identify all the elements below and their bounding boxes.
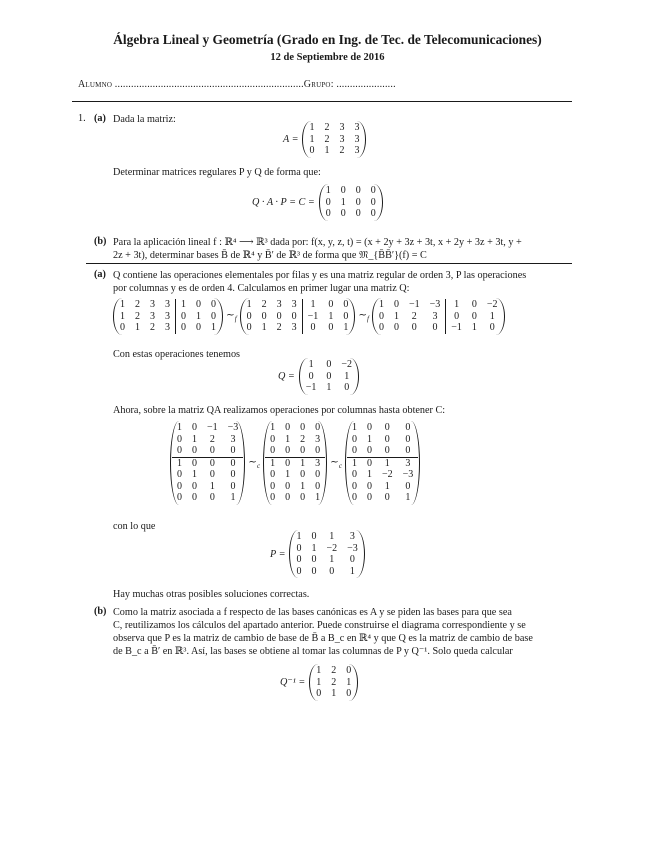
matrix-cell: 1 <box>349 565 355 577</box>
matrix-C <box>321 185 381 220</box>
matrix-cell: 0 <box>329 565 335 577</box>
matrix-cell: −1 <box>305 382 317 393</box>
part-b-label: (b) <box>94 236 107 247</box>
sol-a-line1: Q contiene las operaciones elementales por filas y es una matriz regular de orden 3, P las operaciones <box>113 270 527 281</box>
matrix-cell: 0 <box>209 469 215 480</box>
matrix-cell: 0 <box>177 433 182 445</box>
sol-b-line3: observa que P es la matriz de cambio de base de B̄ a B_c en ℝ⁴ y que Q es la matriz de cambio de base <box>113 633 533 644</box>
matrix-cell: 0 <box>311 565 317 577</box>
matrix-C-block <box>252 184 383 221</box>
matrix-cell: 0 <box>120 322 125 333</box>
group-dots: ...................... <box>336 79 396 90</box>
matrix-cell: 0 <box>311 531 317 542</box>
matrix-cell: 2 <box>300 433 306 445</box>
matrix-cell: 1 <box>211 322 216 333</box>
matrix-cell: 0 <box>176 322 192 334</box>
matrix-cell: 0 <box>366 492 372 503</box>
matrix-cell: 0 <box>261 310 267 322</box>
matrix-cell: 1 <box>176 299 192 311</box>
matrix-cell: 2 <box>135 310 140 322</box>
matrix-cell: 1 <box>325 185 331 196</box>
matrix-Q <box>301 359 357 394</box>
matrix-cell: 1 <box>344 370 350 382</box>
matrix-cell: 1 <box>316 665 322 676</box>
matrix-cell: 2 <box>261 299 267 310</box>
matrix-cell: 0 <box>315 469 321 480</box>
matrix-cell: 0 <box>315 422 321 433</box>
matrix-cell: 0 <box>285 422 291 433</box>
matrix-cell: 0 <box>432 322 438 333</box>
matrix-cell: 2 <box>331 676 337 688</box>
matrix-cell: 1 <box>172 457 187 469</box>
matrix-cell: 1 <box>346 676 352 688</box>
matrix-C-name: Q · A · P = C = <box>252 196 315 208</box>
matrix-cell: 1 <box>309 122 315 133</box>
matrix-cell: 3 <box>291 322 297 333</box>
matrix-cell: 0 <box>246 322 252 333</box>
matrix-cell: 1 <box>196 310 201 322</box>
matrix-cell: 0 <box>285 480 291 492</box>
matrix-cell: 2 <box>209 433 215 445</box>
matrix-cell: 1 <box>405 492 411 503</box>
matrix-cell: 3 <box>165 322 170 333</box>
matrix-cell: 1 <box>331 688 337 699</box>
matrix-cell: 0 <box>270 480 276 492</box>
matrix-cell: 3 <box>354 145 360 156</box>
sol-b-line4: de B_c a B̄′ en ℝ³. Así, las bases se obtiene al tomar las columnas de P y Q⁻¹. Solo queda calcular <box>113 646 513 657</box>
matrix-P-block <box>270 530 365 578</box>
matrix-cell: −1 <box>408 299 420 310</box>
matrix-cell: 1 <box>230 492 236 503</box>
matrix-cell: 3 <box>349 531 355 542</box>
equivalence-sign: ∼ <box>330 456 339 468</box>
matrix-cell: 1 <box>328 310 334 322</box>
matrix-cell: −2 <box>341 359 353 370</box>
matrix-Qinv-name: Q⁻¹ = <box>280 676 306 688</box>
matrix-cell: 2 <box>276 322 282 333</box>
matrix-cell: 0 <box>471 299 477 310</box>
row-operations <box>113 298 505 335</box>
matrix-cell: 1 <box>300 480 306 492</box>
equivalence-sign: ∼ <box>248 456 257 468</box>
matrix-cell: 0 <box>177 492 182 503</box>
matrix-cell: 1 <box>308 359 314 370</box>
header-rule <box>72 101 572 102</box>
matrix-cell: 1 <box>120 310 125 322</box>
augmented-matrix <box>113 298 223 335</box>
matrix-cell: 3 <box>165 299 170 310</box>
matrix-cell: 0 <box>340 208 346 219</box>
matrix-cell: 0 <box>187 457 202 469</box>
matrix-cell: 3 <box>398 457 419 469</box>
matrix-cell: 0 <box>291 310 297 322</box>
matrix-cell: 1 <box>366 469 372 480</box>
matrix-cell: 1 <box>343 322 349 333</box>
group-label: Grupo: <box>303 79 334 90</box>
matrix-cell: 2 <box>339 145 345 156</box>
matrix-cell: 1 <box>324 145 330 156</box>
matrix-cell: 2 <box>324 133 330 145</box>
matrix-cell: 0 <box>300 445 306 456</box>
matrix-cell: −2 <box>486 299 498 310</box>
matrix-cell: 0 <box>325 208 331 219</box>
matrix-cell: 0 <box>346 688 352 699</box>
equivalence-subscript: c <box>338 461 342 470</box>
augmented-matrix <box>240 298 356 335</box>
matrix-cell: 0 <box>211 310 216 322</box>
matrix-cell: 1 <box>471 322 477 333</box>
matrix-cell: 0 <box>316 688 322 699</box>
matrix-cell: 2 <box>411 310 417 322</box>
matrix-cell: 0 <box>196 299 201 310</box>
matrix-cell: 1 <box>209 480 215 492</box>
matrix-cell: 0 <box>223 457 244 469</box>
matrix-cell: 0 <box>346 665 352 676</box>
equivalence-subscript: c <box>257 461 261 470</box>
matrix-cell: 1 <box>285 469 291 480</box>
matrix-cell: 0 <box>393 322 399 333</box>
matrix-cell: 1 <box>135 322 140 333</box>
matrix-cell: 0 <box>366 422 372 433</box>
augmented-matrix <box>372 298 505 335</box>
matrix-cell: 0 <box>176 311 192 323</box>
matrix-Qinv <box>311 665 356 700</box>
matrix-cell: 0 <box>230 480 236 492</box>
matrix-cell: 0 <box>344 382 350 393</box>
matrix-cell: 0 <box>300 469 306 480</box>
sol-b-line1: Como la matriz asociada a f respecto de las bases canónicas es A y se piden las bases para que sea <box>113 607 512 618</box>
matrix-cell: 3 <box>276 299 282 310</box>
matrix-cell: 0 <box>315 445 321 456</box>
matrix-cell: 0 <box>366 445 372 456</box>
matrix-cell: 0 <box>192 445 197 456</box>
matrix-cell: 0 <box>311 554 317 565</box>
matrix-cell: 1 <box>329 531 335 542</box>
matrix-cell: 0 <box>326 359 332 370</box>
matrix-cell: −1 <box>302 311 323 323</box>
matrix-cell: 0 <box>378 310 384 322</box>
matrix-cell: 0 <box>355 196 361 208</box>
matrix-cell: 0 <box>340 185 346 196</box>
matrix-cell: 0 <box>309 145 315 156</box>
matrix-cell: 3 <box>150 310 155 322</box>
matrix-cell: 1 <box>377 457 398 469</box>
matrix-cell: 3 <box>165 310 170 322</box>
matrix-cell: 0 <box>270 492 276 503</box>
matrix-cell: 0 <box>209 492 215 503</box>
matrix-cell: 0 <box>405 480 411 492</box>
matrix-cell: 1 <box>270 422 276 433</box>
matrix-cell: 0 <box>230 445 236 456</box>
matrix-cell: −1 <box>207 422 218 433</box>
matrix-cell: 1 <box>489 310 495 322</box>
stacked-matrix <box>170 421 245 505</box>
matrix-cell: 0 <box>405 433 411 445</box>
matrix-cell: 1 <box>384 480 390 492</box>
matrix-cell: 0 <box>315 480 321 492</box>
matrix-cell: 0 <box>296 565 302 577</box>
part-a-task: Determinar matrices regulares P y Q de forma que: <box>113 167 321 178</box>
sol-a-line2: por columnas y es de orden 4. Calculamos en primer lugar una matriz Q: <box>113 283 410 294</box>
matrix-cell: 0 <box>370 196 376 208</box>
sol-a-label: (a) <box>94 269 106 280</box>
matrix-cell: 0 <box>280 457 295 469</box>
matrix-cell: 0 <box>276 310 282 322</box>
stacked-matrix <box>345 421 420 505</box>
page-title: Álgebra Lineal y Geometría (Grado en Ing. de Tec. de Telecomunicaciones) <box>113 32 542 47</box>
column-operations <box>170 421 420 505</box>
matrix-cell: 1 <box>378 299 384 310</box>
matrix-cell: 1 <box>120 299 125 310</box>
matrix-cell: 0 <box>300 492 306 503</box>
matrix-cell: 0 <box>296 542 302 554</box>
matrix-cell: −1 <box>446 322 467 334</box>
part-a-label: (a) <box>94 113 106 124</box>
with-ops-text: Con estas operaciones tenemos <box>113 349 241 360</box>
matrix-cell: 0 <box>370 208 376 219</box>
matrix-cell: 0 <box>362 457 377 469</box>
matrix-cell: 1 <box>446 299 467 311</box>
equivalence-symbol <box>330 456 342 470</box>
matrix-cell: 1 <box>329 554 335 565</box>
matrix-cell: 2 <box>150 322 155 333</box>
matrix-cell: 0 <box>325 196 331 208</box>
matrix-cell: 0 <box>328 299 334 310</box>
matrix-cell: 0 <box>177 445 182 456</box>
matrix-cell: 0 <box>355 185 361 196</box>
matrix-cell: 0 <box>270 445 276 456</box>
matrix-cell: 1 <box>302 299 323 311</box>
equivalence-sign: ∼ <box>358 310 368 322</box>
matrix-A-block <box>283 121 366 158</box>
matrix-cell: 3 <box>339 133 345 145</box>
matrix-cell: 1 <box>246 299 252 310</box>
matrix-cell: 0 <box>285 445 291 456</box>
matrix-Q-name: Q = <box>278 370 295 382</box>
matrix-cell: 0 <box>370 185 376 196</box>
matrix-cell: 1 <box>285 433 291 445</box>
matrix-cell: 0 <box>384 492 390 503</box>
matrix-cell: 1 <box>192 469 197 480</box>
matrix-cell: 1 <box>177 422 182 433</box>
matrix-cell: 1 <box>295 457 310 469</box>
matrix-cell: 3 <box>310 457 325 469</box>
matrix-cell: 0 <box>405 422 411 433</box>
equivalence-symbol <box>226 309 237 323</box>
matrix-Qinv-block <box>280 664 358 701</box>
matrix-cell: 3 <box>339 122 345 133</box>
matrix-cell: 0 <box>308 370 314 382</box>
matrix-cell: 1 <box>261 322 267 333</box>
matrix-cell: 0 <box>211 299 216 310</box>
matrix-cell: 0 <box>343 310 349 322</box>
matrix-cell: 0 <box>384 445 390 456</box>
matrix-cell: 0 <box>349 554 355 565</box>
matrix-cell: 3 <box>315 433 321 445</box>
matrix-cell: 0 <box>192 422 197 433</box>
matrix-cell: 0 <box>489 322 495 333</box>
matrix-cell: 1 <box>351 422 357 433</box>
matrix-cell: 3 <box>432 310 438 322</box>
matrix-P-name: P = <box>270 548 286 560</box>
matrix-cell: −3 <box>402 469 414 480</box>
equivalence-subscript: f <box>367 315 369 324</box>
matrix-cell: 0 <box>270 433 276 445</box>
matrix-cell: 0 <box>366 480 372 492</box>
matrix-cell: 0 <box>192 492 197 503</box>
matrix-cell: 1 <box>311 542 317 554</box>
matrix-cell: 0 <box>405 445 411 456</box>
matrix-cell: −3 <box>227 422 239 433</box>
matrix-A <box>304 122 364 157</box>
problem-number: 1. <box>78 113 86 124</box>
matrix-cell: 1 <box>326 382 332 393</box>
matrix-cell: 1 <box>347 457 362 469</box>
matrix-cell: 0 <box>177 469 182 480</box>
matrix-cell: 0 <box>328 322 334 333</box>
matrix-cell: 1 <box>265 457 280 469</box>
matrix-cell: 2 <box>135 299 140 310</box>
matrix-cell: 0 <box>446 311 467 323</box>
student-label: Alumno <box>78 79 113 90</box>
matrix-cell: 3 <box>230 433 236 445</box>
matrix-cell: 3 <box>354 133 360 145</box>
matrix-cell: 0 <box>471 310 477 322</box>
matrix-cell: 2 <box>331 665 337 676</box>
matrix-cell: 0 <box>300 422 306 433</box>
matrix-cell: 0 <box>351 469 357 480</box>
matrix-cell: 0 <box>351 433 357 445</box>
equivalence-sign: ∼ <box>226 310 235 322</box>
matrix-A-name: A = <box>283 133 299 145</box>
equivalence-symbol <box>358 309 369 323</box>
exam-date: 12 de Septiembre de 2016 <box>270 52 385 63</box>
matrix-cell: 0 <box>351 445 357 456</box>
sol-b-line2: C, reutilizamos los cálculos del apartado anterior. Puede construirse el diagrama correspondiente y se <box>113 620 526 631</box>
matrix-cell: 0 <box>230 469 236 480</box>
matrix-cell: 1 <box>366 433 372 445</box>
matrix-cell: 2 <box>324 122 330 133</box>
so-that-text: con lo que <box>113 521 156 532</box>
equivalence-subscript: f <box>234 315 237 324</box>
matrix-cell: 0 <box>378 322 384 333</box>
matrix-cell: 1 <box>296 531 302 542</box>
matrix-cell: 0 <box>351 492 357 503</box>
part-b-line2: 2z + 3t), determinar bases B̄ de ℝ⁴ y B̄′ de ℝ³ de forma que 𝔐_{B̄B̄′}(f) = C <box>113 250 427 261</box>
matrix-cell: 0 <box>196 322 201 333</box>
matrix-cell: −3 <box>429 299 441 310</box>
student-line <box>78 79 396 90</box>
matrix-cell: 0 <box>202 457 223 469</box>
matrix-cell: 0 <box>411 322 417 333</box>
matrix-cell: 1 <box>340 196 346 208</box>
matrix-cell: −3 <box>347 542 358 554</box>
matrix-cell: 0 <box>192 480 197 492</box>
solution-rule <box>86 263 572 264</box>
matrix-cell: 1 <box>316 676 322 688</box>
matrix-cell: −2 <box>381 469 393 480</box>
part-b-line1: Para la aplicación lineal f : ℝ⁴ ⟶ ℝ³ dada por: f(x, y, z, t) = (x + 2y + 3z + 3t, x + 2y + 3z + 3t, y + <box>113 237 522 248</box>
matrix-cell: 1 <box>393 310 399 322</box>
matrix-cell: 0 <box>351 480 357 492</box>
matrix-cell: 0 <box>326 370 332 382</box>
matrix-cell: 3 <box>291 299 297 310</box>
matrix-cell: 0 <box>285 492 291 503</box>
matrix-cell: 0 <box>270 469 276 480</box>
part-a-intro: Dada la matriz: <box>113 114 176 125</box>
stacked-matrix <box>263 421 327 505</box>
matrix-cell: 1 <box>309 133 315 145</box>
sol-b-label: (b) <box>94 606 107 617</box>
matrix-cell: 0 <box>384 433 390 445</box>
matrix-cell: 1 <box>315 492 321 503</box>
matrix-cell: 0 <box>302 322 323 334</box>
matrix-cell: 3 <box>150 299 155 310</box>
matrix-cell: 0 <box>246 310 252 322</box>
col-intro: Ahora, sobre la matriz QA realizamos operaciones por columnas hasta obtener C: <box>113 405 446 416</box>
matrix-cell: 0 <box>177 480 182 492</box>
matrix-cell: 0 <box>343 299 349 310</box>
equivalence-symbol <box>248 456 260 470</box>
matrix-cell: 0 <box>384 422 390 433</box>
matrix-cell: 0 <box>355 208 361 219</box>
matrix-cell: 3 <box>354 122 360 133</box>
matrix-cell: 0 <box>209 445 215 456</box>
student-dots: ...................................................................... <box>114 79 304 90</box>
matrix-cell: 0 <box>393 299 399 310</box>
matrix-cell: −2 <box>326 542 338 554</box>
matrix-cell: 1 <box>192 433 197 445</box>
matrix-cell: 0 <box>296 554 302 565</box>
matrix-P <box>291 531 362 577</box>
many-solutions: Hay muchas otras posibles soluciones correctas. <box>113 589 310 600</box>
matrix-Q-block <box>278 358 359 395</box>
